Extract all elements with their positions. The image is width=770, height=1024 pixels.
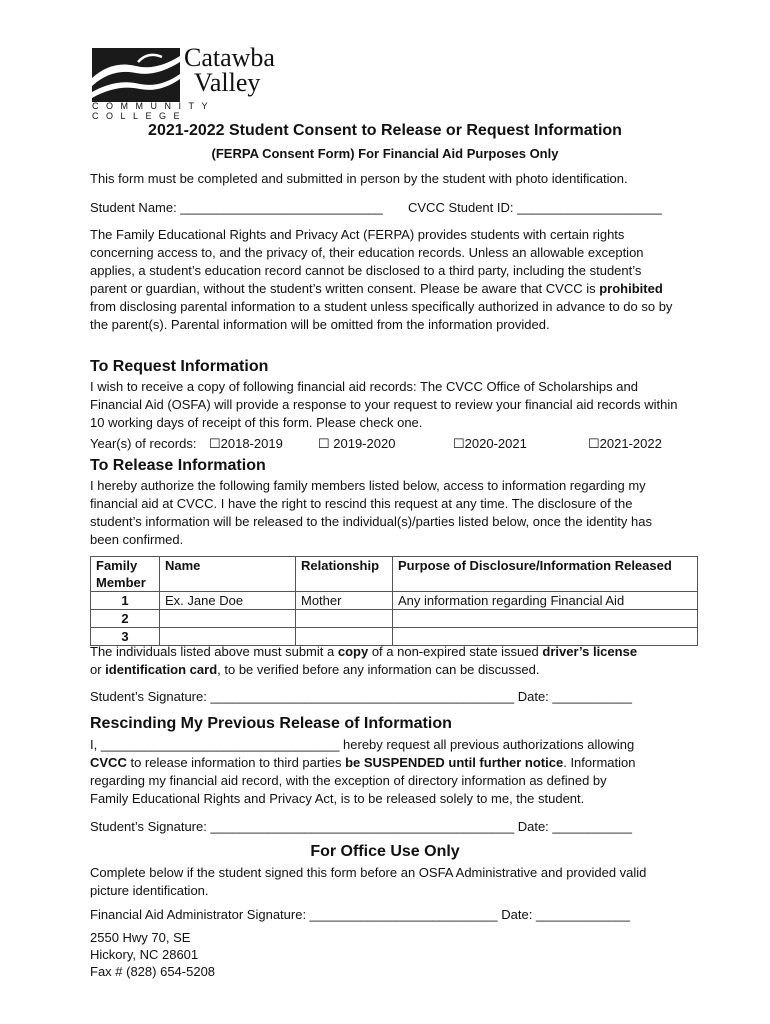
header-name: Name: [160, 557, 296, 592]
id-requirement-note-line2: or identification card, to be verified before any information can be discussed.: [90, 662, 540, 677]
intro-text: This form must be completed and submitted in person by the student with photo identification.: [90, 171, 628, 186]
college-logo: [92, 43, 302, 121]
logo-subtitle: COMMUNITY COLLEGE: [92, 101, 215, 121]
row-number: 3: [91, 628, 160, 646]
row-relationship[interactable]: [296, 610, 393, 628]
fax-number: Fax # (828) 654-5208: [90, 964, 216, 979]
row-number: 1: [91, 592, 160, 610]
office-use-heading: For Office Use Only: [310, 843, 460, 860]
rescind-signature-line[interactable]: Student’s Signature: __________________________________________ Date: ___________: [90, 819, 632, 834]
release-text: I hereby authorize the following family members listed below, access to information regarding my financial aid at CVCC. I have the right to rescind this request at any time. The disclosure of the student’s information will be released to the individual(s)/parties listed below, once the identity has been confirmed.: [90, 478, 652, 547]
years-label: Year(s) of records:: [90, 436, 197, 451]
table-row: [91, 610, 698, 628]
rescind-line3: regarding my financial aid record, with the exception of directory information as defined by: [90, 773, 607, 788]
year-option-2021-2022[interactable]: ☐2021-2022: [588, 436, 662, 451]
year-option-2018-2019[interactable]: ☐2018-2019: [209, 436, 283, 451]
row-number: 2: [91, 610, 160, 628]
rescind-line2: CVCC to release information to third parties be SUSPENDED until further notice. Information: [90, 755, 636, 770]
row-relationship[interactable]: Mother: [296, 592, 393, 610]
table-header-row: [91, 557, 698, 592]
release-heading: To Release Information: [90, 457, 266, 474]
administrator-signature-line[interactable]: Financial Aid Administrator Signature: __________________________ Date: _____________: [90, 907, 630, 922]
rescind-heading: Rescinding My Previous Release of Information: [90, 715, 452, 732]
header-family-member: Family Member: [91, 557, 160, 592]
row-name[interactable]: [160, 610, 296, 628]
id-requirement-note-line1: The individuals listed above must submit a copy of a non-expired state issued driver’s license: [90, 644, 638, 659]
row-name[interactable]: Ex. Jane Doe: [160, 592, 296, 610]
logo-name-line1: Catawba: [184, 43, 275, 72]
year-option-2019-2020[interactable]: ☐ 2019-2020: [318, 436, 396, 451]
address-line2: Hickory, NC 28601: [90, 947, 199, 962]
student-id-field[interactable]: CVCC Student ID: ____________________: [408, 200, 662, 215]
request-heading: To Request Information: [90, 358, 269, 375]
year-option-2020-2021[interactable]: ☐2020-2021: [453, 436, 527, 451]
ferpa-paragraph: The Family Educational Rights and Privacy Act (FERPA) provides students with certain rights concerning access to, and the privacy of, their education records. Unless an allowable exception applies, a student’s education record cannot be disclosed to a third party, including the student’s parent or guardian, without the student’s written consent. Please be aware that CVCC is prohibited from disclosing parental information to a student unless specifically authorized in advance to do so by the parent(s). Parental information will be omitted from the information provided.: [90, 227, 673, 332]
request-text: I wish to receive a copy of following financial aid records: The CVCC Office of Scholarships and Financial Aid (OSFA) will provide a response to your request to review your financial aid records within 10 working days of receipt of this form. Please check one.: [90, 379, 678, 430]
address-line1: 2550 Hwy 70, SE: [90, 930, 191, 945]
logo-name-line2: Valley: [194, 68, 261, 97]
logo-wordmark: [184, 45, 275, 95]
form-title: 2021-2022 Student Consent to Release or Request Information: [148, 122, 622, 139]
header-purpose: Purpose of Disclosure/Information Released: [393, 557, 698, 592]
family-member-table: [90, 556, 698, 646]
row-purpose[interactable]: [393, 610, 698, 628]
header-relationship: Relationship: [296, 557, 393, 592]
rescind-line1[interactable]: I, _________________________________ hereby request all previous authorizations allowing: [90, 737, 635, 752]
form-subtitle: (FERPA Consent Form) For Financial Aid Purposes Only: [211, 146, 559, 161]
mountain-sun-logo-icon: [92, 48, 180, 102]
row-purpose[interactable]: Any information regarding Financial Aid: [393, 592, 698, 610]
student-name-field[interactable]: Student Name: ____________________________: [90, 200, 383, 215]
office-use-text: Complete below if the student signed this form before an OSFA Administrative and provided valid picture identification.: [90, 865, 647, 898]
release-signature-line[interactable]: Student’s Signature: __________________________________________ Date: ___________: [90, 689, 632, 704]
rescind-line4: Family Educational Rights and Privacy Act, is to be released solely to me, the student.: [90, 791, 585, 806]
table-row: [91, 592, 698, 610]
